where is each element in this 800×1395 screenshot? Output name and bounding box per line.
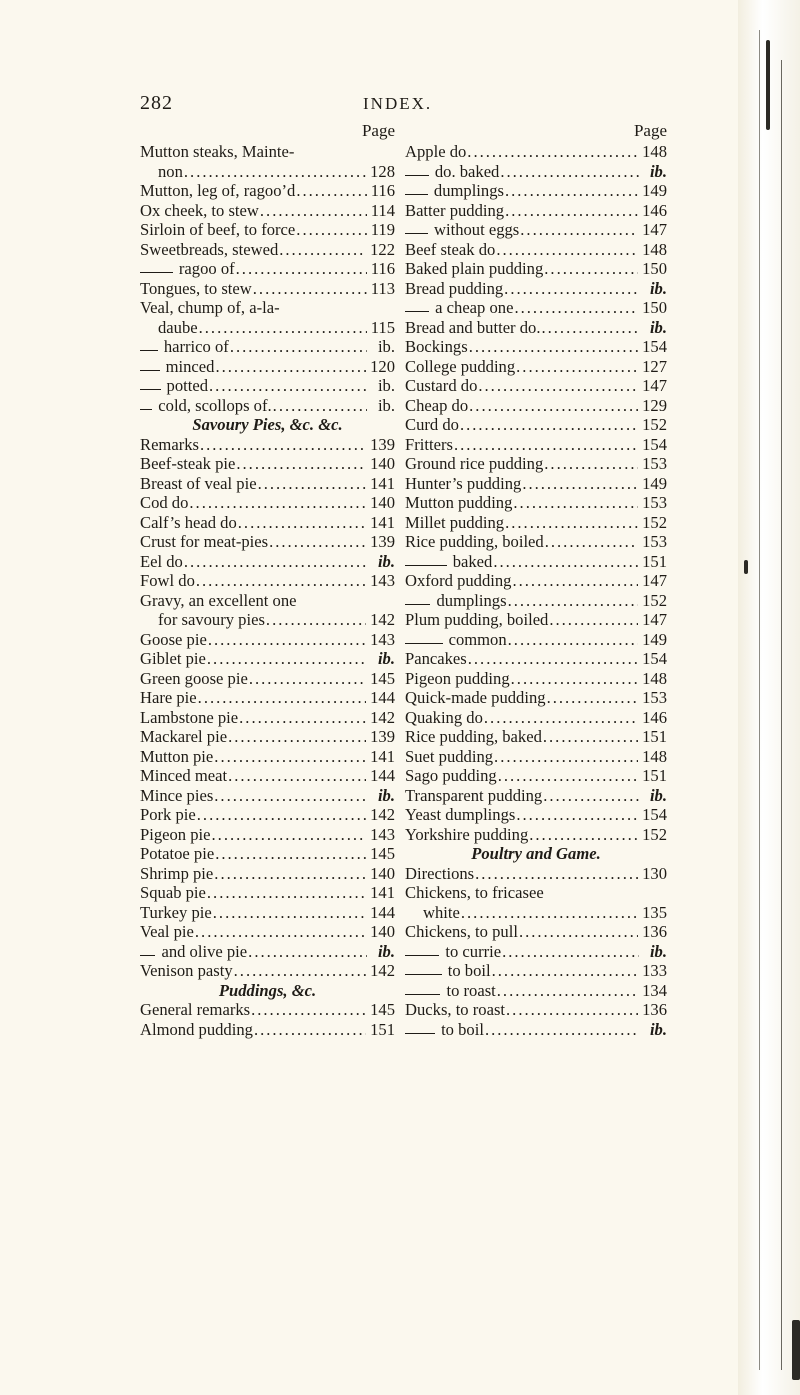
ditto-rule [140,350,158,351]
index-entry: Batter pudding ..... 146 [405,201,667,221]
ditto-rule [405,565,447,566]
right-column [405,120,667,1039]
index-entry: Mackarel pie ..... 139 [140,727,395,747]
index-entry: Remarks ..... 139 [140,435,395,455]
index-entry: Hunter’s pudding ..... 149 [405,474,667,494]
page-title: INDEX. [363,94,433,113]
edge-mark [744,560,748,574]
index-entry: Transparent pudding ..... ib. [405,786,667,806]
index-entry: General remarks ..... 145 [140,1000,395,1020]
page-column-label: Page [633,121,667,140]
index-entry: Pigeon pudding ..... 148 [405,669,667,689]
index-entry: College pudding ..... 127 [405,357,667,377]
index-entry: to currie ..... ib. [405,942,667,962]
index-entry: Pork pie ..... 142 [140,805,395,825]
index-entry: Oxford pudding ..... 147 [405,571,667,591]
index-entry: Giblet pie ..... ib. [140,649,395,669]
index-entry: Apple do ..... 148 [405,142,667,162]
index-entry: a cheap one ..... 150 [405,298,667,318]
edge-mark [792,1320,800,1380]
index-entry: dumplings ..... 149 [405,181,667,201]
index-entry: Bread and butter do. ..... ib. [405,318,667,338]
index-entry: non ..... 128 [140,162,395,182]
ditto-rule [405,175,429,176]
index-entry: Turkey pie ..... 144 [140,903,395,923]
edge-line [781,60,782,1370]
section-heading: Puddings, &c. [218,980,317,1000]
index-entry: Veal pie ..... 140 [140,922,395,942]
index-entry: Chickens, to fricasee [405,883,544,902]
ditto-rule [405,974,442,975]
index-entry: Venison pasty ..... 142 [140,961,395,981]
index-entry: Yeast dumplings ..... 154 [405,805,667,825]
index-entry: Shrimp pie ..... 140 [140,864,395,884]
index-entry: ragoo of ..... 116 [140,259,395,279]
index-entry: Potatoe pie ..... 145 [140,844,395,864]
index-entry: Sweetbreads, stewed ..... 122 [140,240,395,260]
ditto-rule [140,409,152,410]
index-entry: Mutton, leg of, ragoo’d ..... 116 [140,181,395,201]
index-entry: Rice pudding, baked ..... 151 [405,727,667,747]
page-edge [738,0,800,1395]
section-heading: Savoury Pies, &c. &c. [192,415,343,434]
index-entry: Beef-steak pie ..... 140 [140,454,395,474]
index-entry: Mutton pie ..... 141 [140,747,395,767]
ditto-rule [405,604,430,605]
index-entry: and olive pie ..... ib. [140,942,395,962]
index-entry: Mutton steaks, Mainte- [140,142,295,161]
index-entry: Cheap do ..... 129 [405,396,667,416]
page-number: 282 [140,92,173,114]
index-entry: white ..... 135 [405,903,667,923]
index-entry: Ox cheek, to stew ..... 114 [140,201,395,221]
index-entry: Yorkshire pudding ..... 152 [405,825,667,845]
index-entry: Sago pudding ..... 151 [405,766,667,786]
index-entry: Millet pudding ..... 152 [405,513,667,533]
ditto-rule [140,389,161,390]
index-entry: Crust for meat-pies ..... 139 [140,532,395,552]
ditto-rule [405,194,428,195]
ditto-rule [405,994,440,995]
ditto-rule [140,272,173,273]
index-entry: Ground rice pudding ..... 153 [405,454,667,474]
index-entry: Mince pies ..... ib. [140,786,395,806]
index-entry: cold, scollops of. ..... ib. [140,396,395,416]
index-entry: Green goose pie ..... 145 [140,669,395,689]
index-entry: Eel do ..... ib. [140,552,395,572]
index-entry: Pancakes ..... 154 [405,649,667,669]
ditto-rule [405,311,429,312]
index-entry: minced ..... 120 [140,357,395,377]
index-entry: Calf’s head do ..... 141 [140,513,395,533]
index-entry: Baked plain pudding ..... 150 [405,259,667,279]
ditto-rule [405,955,439,956]
index-entry: Quick-made pudding ..... 153 [405,688,667,708]
index-entry: Squab pie ..... 141 [140,883,395,903]
index-entry: Fowl do ..... 143 [140,571,395,591]
index-entry: Sirloin of beef, to force ..... 119 [140,220,395,240]
index-entry: to boil ..... 133 [405,961,667,981]
ditto-rule [140,955,155,956]
index-entry: daube ..... 115 [140,318,395,338]
index-entry: Bread pudding ..... ib. [405,279,667,299]
index-entry: Custard do ..... 147 [405,376,667,396]
index-entry: Quaking do ..... 146 [405,708,667,728]
index-entry: Curd do ..... 152 [405,415,667,435]
index-entry: Suet pudding ..... 148 [405,747,667,767]
index-entry: baked ..... 151 [405,552,667,572]
index-entry: Goose pie ..... 143 [140,630,395,650]
index-entry: Lambstone pie ..... 142 [140,708,395,728]
index-entry: for savoury pies ..... 142 [140,610,395,630]
index-entry: Fritters ..... 154 [405,435,667,455]
ditto-rule [140,370,160,371]
index-entry: dumplings ..... 152 [405,591,667,611]
index-entry: potted ..... ib. [140,376,395,396]
section-heading: Poultry and Game. [471,844,601,863]
index-entry: without eggs ..... 147 [405,220,667,240]
left-column [140,120,395,1039]
edge-line [759,30,760,1370]
index-entry: Breast of veal pie ..... 141 [140,474,395,494]
index-entry: Hare pie ..... 144 [140,688,395,708]
index-entry: Minced meat ..... 144 [140,766,395,786]
running-head [0,92,800,122]
index-entry: Ducks, to roast ..... 136 [405,1000,667,1020]
index-entry: do. baked ..... ib. [405,162,667,182]
index-entry: Plum pudding, boiled ..... 147 [405,610,667,630]
ditto-rule [405,233,428,234]
index-entry: common ..... 149 [405,630,667,650]
index-entry: Gravy, an excellent one [140,590,297,610]
index-entry: Veal, chump of, a-la- [140,298,280,317]
index-entry: Bockings ..... 154 [405,337,667,357]
index-entry: Rice pudding, boiled ..... 153 [405,532,667,552]
index-entry: to boil ..... ib. [405,1020,667,1040]
index-entry: Chickens, to pull ..... 136 [405,922,667,942]
index-entry: Tongues, to stew ..... 113 [140,279,395,299]
index-entry: harrico of ..... ib. [140,337,395,357]
index-entry: Almond pudding ..... 151 [140,1020,395,1040]
index-entry: to roast ..... 134 [405,981,667,1001]
index-entry: Cod do ..... 140 [140,493,395,513]
index-entry: Beef steak do ..... 148 [405,240,667,260]
page-column-label: Page [361,121,395,140]
index-entry: Directions ..... 130 [405,864,667,884]
ditto-rule [405,643,443,644]
index-entry: Pigeon pie ..... 143 [140,825,395,845]
index-entry: Mutton pudding ..... 153 [405,493,667,513]
ditto-rule [405,1033,435,1034]
